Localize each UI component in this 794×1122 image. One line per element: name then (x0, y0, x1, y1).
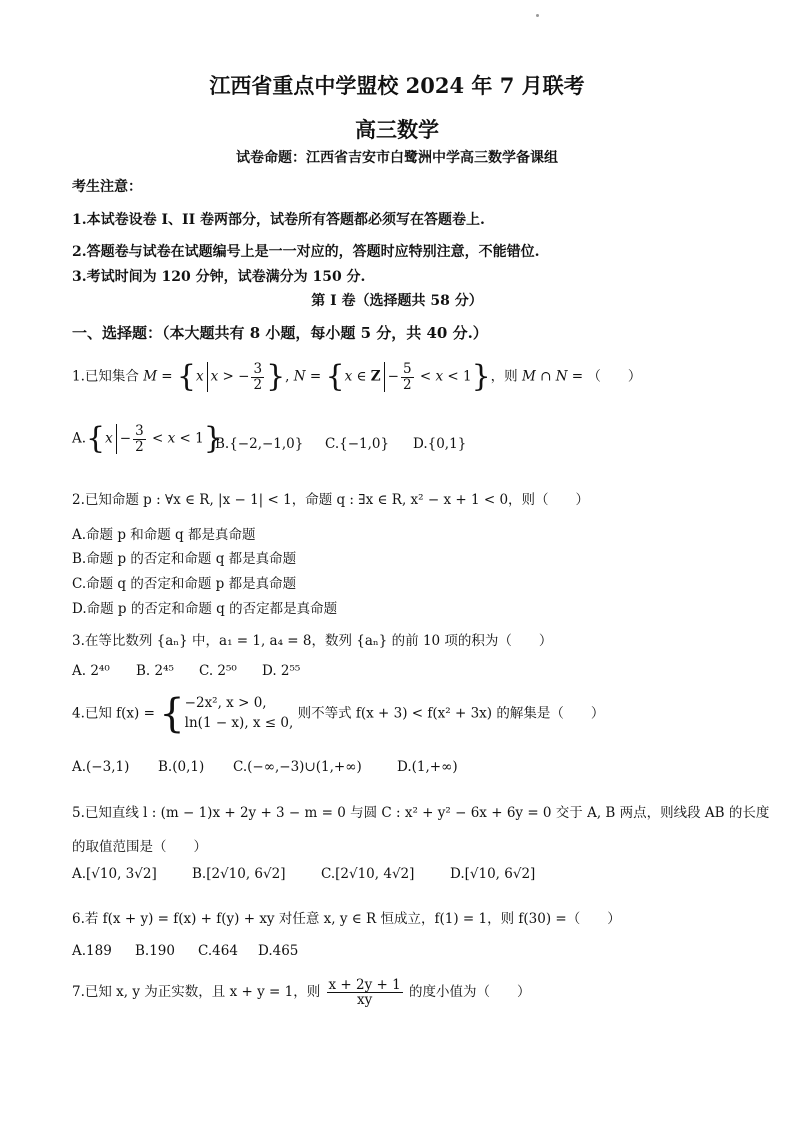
q2-option-b: B.命题 p 的否定和命题 q 都是真命题 (72, 551, 297, 567)
q1-option-c: C.{−1,0} (325, 436, 390, 452)
q2-option-c: C.命题 q 的否定和命题 p 都是真命题 (72, 576, 297, 592)
author-line: 试卷命题：江西省吉安市白鹭洲中学高三数学备课组 (236, 150, 558, 166)
q5-option-b: B.[2√10, 6√2] (192, 866, 286, 882)
q4-option-a: A.(−3,1) (72, 759, 130, 775)
notice-item-1: 1.本试卷设卷 I、II 卷两部分，试卷所有答题都必须写在答题卷上. (72, 212, 485, 228)
q7-prefix: 7.已知 x, y 为正实数，且 x + y = 1，则 (72, 984, 321, 1001)
q7-frac-den: xy (356, 992, 373, 1009)
q2-option-d: D.命题 p 的否定和命题 q 的否定都是真命题 (72, 601, 338, 617)
q1-option-a: A.{x − $\frac{3}{2}$ < x < 1} (72, 421, 223, 456)
q5-option-a: A.[√10, 3√2] (72, 866, 157, 882)
q1-end: （ ） (587, 368, 642, 385)
q5-option-d: D.[√10, 6√2] (450, 866, 536, 882)
section-title: 一、选择题：（本大题共有 8 小题，每小题 5 分，共 40 分.） (72, 324, 488, 342)
notice-item-3: 3.考试时间为 120 分钟，试卷满分为 150 分. (72, 269, 366, 285)
q6-option-c: C.464 (198, 943, 238, 959)
q1-suffix: ，则 (490, 368, 518, 385)
q6-option-a: A.189 (72, 943, 112, 959)
question-3: 3.在等比数列 {aₙ} 中，a₁ = 1, a₄ = 8，数列 {aₙ} 的前 10 项的积为（ ） (72, 633, 553, 649)
q4-option-d: D.(1,+∞) (397, 759, 458, 775)
subject-title: 高三数学 (355, 117, 439, 142)
q7-frac-num: x + 2y + 1 (328, 977, 401, 993)
part-title: 第 I 卷（选择题共 58 分） (311, 293, 483, 309)
q1-prefix: 1.已知集合 (72, 368, 139, 385)
question-4: 4.已知 f(x) = { −2x², x > 0, ln(1 − x), x ≤ 0, 则不等式 f(x + 3) < f(x² + 3x) 的解集是（ ） (72, 691, 605, 737)
q1-option-d: D.{0,1} (413, 436, 467, 452)
question-5-line-1: 5.已知直线 l : (m − 1)x + 2y + 3 − m = 0 与圆 C : x² + y² − 6x + 6y = 0 交于 A, B 两点，则线段 AB 的长度 (72, 805, 770, 821)
q4-prefix: 4.已知 f(x) = (72, 705, 155, 722)
q6-option-d: D.465 (258, 943, 299, 959)
q4-suffix: 则不等式 f(x + 3) < f(x² + 3x) 的解集是（ ） (297, 705, 605, 722)
q4-option-b: B.(0,1) (158, 759, 205, 775)
scan-dot (536, 14, 539, 17)
q4-case-1: −2x², x > 0, (184, 695, 267, 712)
question-5-line-2: 的取值范围是（ ） (72, 839, 207, 855)
q3-option-a: A. 2⁴⁰ (72, 663, 110, 679)
q1-option-b: B.{−2,−1,0} (215, 436, 304, 452)
q5-option-c: C.[2√10, 4√2] (321, 866, 415, 882)
q7-suffix: 的度小值为（ ） (409, 984, 531, 1001)
notice-heading: 考生注意： (72, 179, 142, 195)
question-1: 1.已知集合 M = {x x > − $\frac{3}{2}$ }, N = {x ∈ Z − $\frac{5}{2}$ < x < 1}，则 M ∩ N = （ ） (72, 359, 642, 394)
exam-title: 江西省重点中学盟校 2024 年 7 月联考 (209, 73, 585, 98)
q3-option-b: B. 2⁴⁵ (136, 663, 174, 679)
q2-option-a: A.命题 p 和命题 q 都是真命题 (72, 527, 256, 543)
question-2: 2.已知命题 p : ∀x ∈ R, |x − 1| < 1，命题 q : ∃x ∈ R, x² − x + 1 < 0，则（ ） (72, 492, 590, 508)
notice-item-2: 2.答题卷与试卷在试题编号上是一一对应的，答题时应特别注意，不能错位. (72, 244, 540, 260)
question-6: 6.若 f(x + y) = f(x) + f(y) + xy 对任意 x, y ∈ R 恒成立，f(1) = 1，则 f(30) =（ ） (72, 911, 621, 927)
question-7 (72, 978, 531, 1007)
q3-option-d: D. 2⁵⁵ (262, 663, 301, 679)
q3-option-c: C. 2⁵⁰ (199, 663, 237, 679)
q6-option-b: B.190 (135, 943, 175, 959)
q4-case-2: ln(1 − x), x ≤ 0, (184, 715, 294, 731)
q4-option-c: C.(−∞,−3)∪(1,+∞) (233, 759, 362, 775)
